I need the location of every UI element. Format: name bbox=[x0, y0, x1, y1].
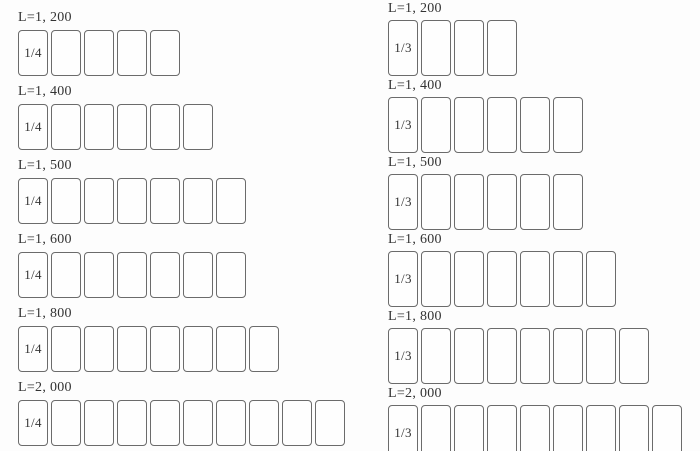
length-row bbox=[18, 10, 345, 76]
panel bbox=[183, 252, 213, 298]
length-row bbox=[388, 155, 682, 230]
panel-strip bbox=[388, 97, 682, 153]
panel bbox=[652, 405, 682, 451]
panel-strip bbox=[388, 251, 682, 307]
panel bbox=[520, 328, 550, 384]
length-label: L=2, 000 bbox=[388, 386, 442, 401]
panel bbox=[150, 104, 180, 150]
fraction-label: 1/4 bbox=[24, 341, 42, 356]
panel bbox=[51, 252, 81, 298]
fraction-label: 1/4 bbox=[24, 267, 42, 282]
length-row bbox=[18, 158, 345, 224]
panel bbox=[150, 30, 180, 76]
length-label: L=1, 500 bbox=[18, 158, 72, 173]
panel bbox=[183, 400, 213, 446]
panel bbox=[553, 405, 583, 451]
panel bbox=[117, 252, 147, 298]
panel bbox=[117, 30, 147, 76]
length-row bbox=[388, 309, 682, 384]
panel bbox=[619, 405, 649, 451]
length-label: L=2, 000 bbox=[18, 380, 72, 395]
length-row bbox=[388, 232, 682, 307]
column-third-scale bbox=[388, 1, 682, 451]
panel-strip bbox=[18, 252, 345, 298]
fraction-panel bbox=[388, 251, 418, 307]
panel bbox=[487, 405, 517, 451]
panel-strip bbox=[388, 328, 682, 384]
panel bbox=[421, 405, 451, 451]
fraction-label: 1/4 bbox=[24, 45, 42, 60]
panel bbox=[51, 178, 81, 224]
length-label: L=1, 800 bbox=[388, 309, 442, 324]
fraction-panel bbox=[18, 104, 48, 150]
panel bbox=[249, 400, 279, 446]
panel bbox=[216, 326, 246, 372]
panel bbox=[487, 20, 517, 76]
panel bbox=[454, 97, 484, 153]
fraction-panel bbox=[18, 400, 48, 446]
panel bbox=[84, 178, 114, 224]
panel bbox=[553, 97, 583, 153]
length-row bbox=[18, 380, 345, 446]
length-label: L=1, 600 bbox=[388, 232, 442, 247]
panel-strip bbox=[388, 20, 682, 76]
length-row bbox=[388, 78, 682, 153]
panel bbox=[454, 328, 484, 384]
length-label: L=1, 500 bbox=[388, 155, 442, 170]
panel bbox=[150, 400, 180, 446]
fraction-label: 1/3 bbox=[394, 271, 412, 286]
panel-strip bbox=[388, 174, 682, 230]
panel bbox=[586, 328, 616, 384]
panel bbox=[84, 400, 114, 446]
panel bbox=[586, 251, 616, 307]
panel bbox=[421, 20, 451, 76]
panel bbox=[520, 174, 550, 230]
panel bbox=[117, 178, 147, 224]
panel bbox=[619, 328, 649, 384]
panel bbox=[487, 328, 517, 384]
length-label: L=1, 800 bbox=[18, 306, 72, 321]
fraction-label: 1/4 bbox=[24, 119, 42, 134]
length-row bbox=[18, 232, 345, 298]
fraction-panel bbox=[18, 252, 48, 298]
fraction-label: 1/3 bbox=[394, 348, 412, 363]
panel bbox=[553, 328, 583, 384]
panel-strip bbox=[18, 30, 345, 76]
panel bbox=[51, 326, 81, 372]
panel bbox=[183, 178, 213, 224]
fraction-panel bbox=[388, 20, 418, 76]
length-row bbox=[388, 386, 682, 451]
panel bbox=[84, 30, 114, 76]
panel bbox=[454, 20, 484, 76]
fraction-label: 1/4 bbox=[24, 193, 42, 208]
panel bbox=[117, 400, 147, 446]
panel bbox=[117, 326, 147, 372]
panel bbox=[216, 252, 246, 298]
length-label: L=1, 600 bbox=[18, 232, 72, 247]
panel bbox=[150, 178, 180, 224]
fraction-panel bbox=[388, 174, 418, 230]
panel bbox=[421, 328, 451, 384]
fraction-panel bbox=[18, 30, 48, 76]
length-label: L=1, 200 bbox=[388, 1, 442, 16]
column-quarter-scale bbox=[18, 10, 345, 451]
length-label: L=1, 200 bbox=[18, 10, 72, 25]
fraction-panel bbox=[18, 326, 48, 372]
panel bbox=[216, 400, 246, 446]
fraction-label: 1/3 bbox=[394, 425, 412, 440]
panel bbox=[117, 104, 147, 150]
length-label: L=1, 400 bbox=[18, 84, 72, 99]
panel bbox=[84, 104, 114, 150]
panel bbox=[282, 400, 312, 446]
panel bbox=[520, 97, 550, 153]
panel bbox=[454, 405, 484, 451]
fraction-panel bbox=[388, 97, 418, 153]
panel bbox=[421, 97, 451, 153]
panel bbox=[487, 174, 517, 230]
panel bbox=[183, 104, 213, 150]
panel bbox=[421, 251, 451, 307]
length-row bbox=[388, 1, 682, 76]
panel bbox=[553, 251, 583, 307]
fraction-label: 1/4 bbox=[24, 415, 42, 430]
panel bbox=[216, 178, 246, 224]
panel bbox=[150, 326, 180, 372]
panel bbox=[51, 104, 81, 150]
panel bbox=[520, 251, 550, 307]
fraction-label: 1/3 bbox=[394, 194, 412, 209]
panel-strip bbox=[18, 400, 345, 446]
panel bbox=[84, 252, 114, 298]
fraction-panel bbox=[388, 328, 418, 384]
length-row bbox=[18, 306, 345, 372]
panel bbox=[84, 326, 114, 372]
panel-strip bbox=[18, 178, 345, 224]
panel bbox=[487, 97, 517, 153]
panel-strip bbox=[18, 326, 345, 372]
length-label: L=1, 400 bbox=[388, 78, 442, 93]
panel-strip bbox=[18, 104, 345, 150]
panel bbox=[150, 252, 180, 298]
fraction-label: 1/3 bbox=[394, 117, 412, 132]
panel bbox=[553, 174, 583, 230]
panel bbox=[454, 251, 484, 307]
panel bbox=[183, 326, 213, 372]
panel bbox=[315, 400, 345, 446]
panel bbox=[249, 326, 279, 372]
panel bbox=[51, 400, 81, 446]
fraction-panel bbox=[388, 405, 418, 451]
fraction-panel bbox=[18, 178, 48, 224]
panel bbox=[586, 405, 616, 451]
panel bbox=[421, 174, 451, 230]
panel bbox=[454, 174, 484, 230]
panel bbox=[487, 251, 517, 307]
panel bbox=[51, 30, 81, 76]
panel-strip bbox=[388, 405, 682, 451]
length-row bbox=[18, 84, 345, 150]
fraction-label: 1/3 bbox=[394, 40, 412, 55]
panel bbox=[520, 405, 550, 451]
